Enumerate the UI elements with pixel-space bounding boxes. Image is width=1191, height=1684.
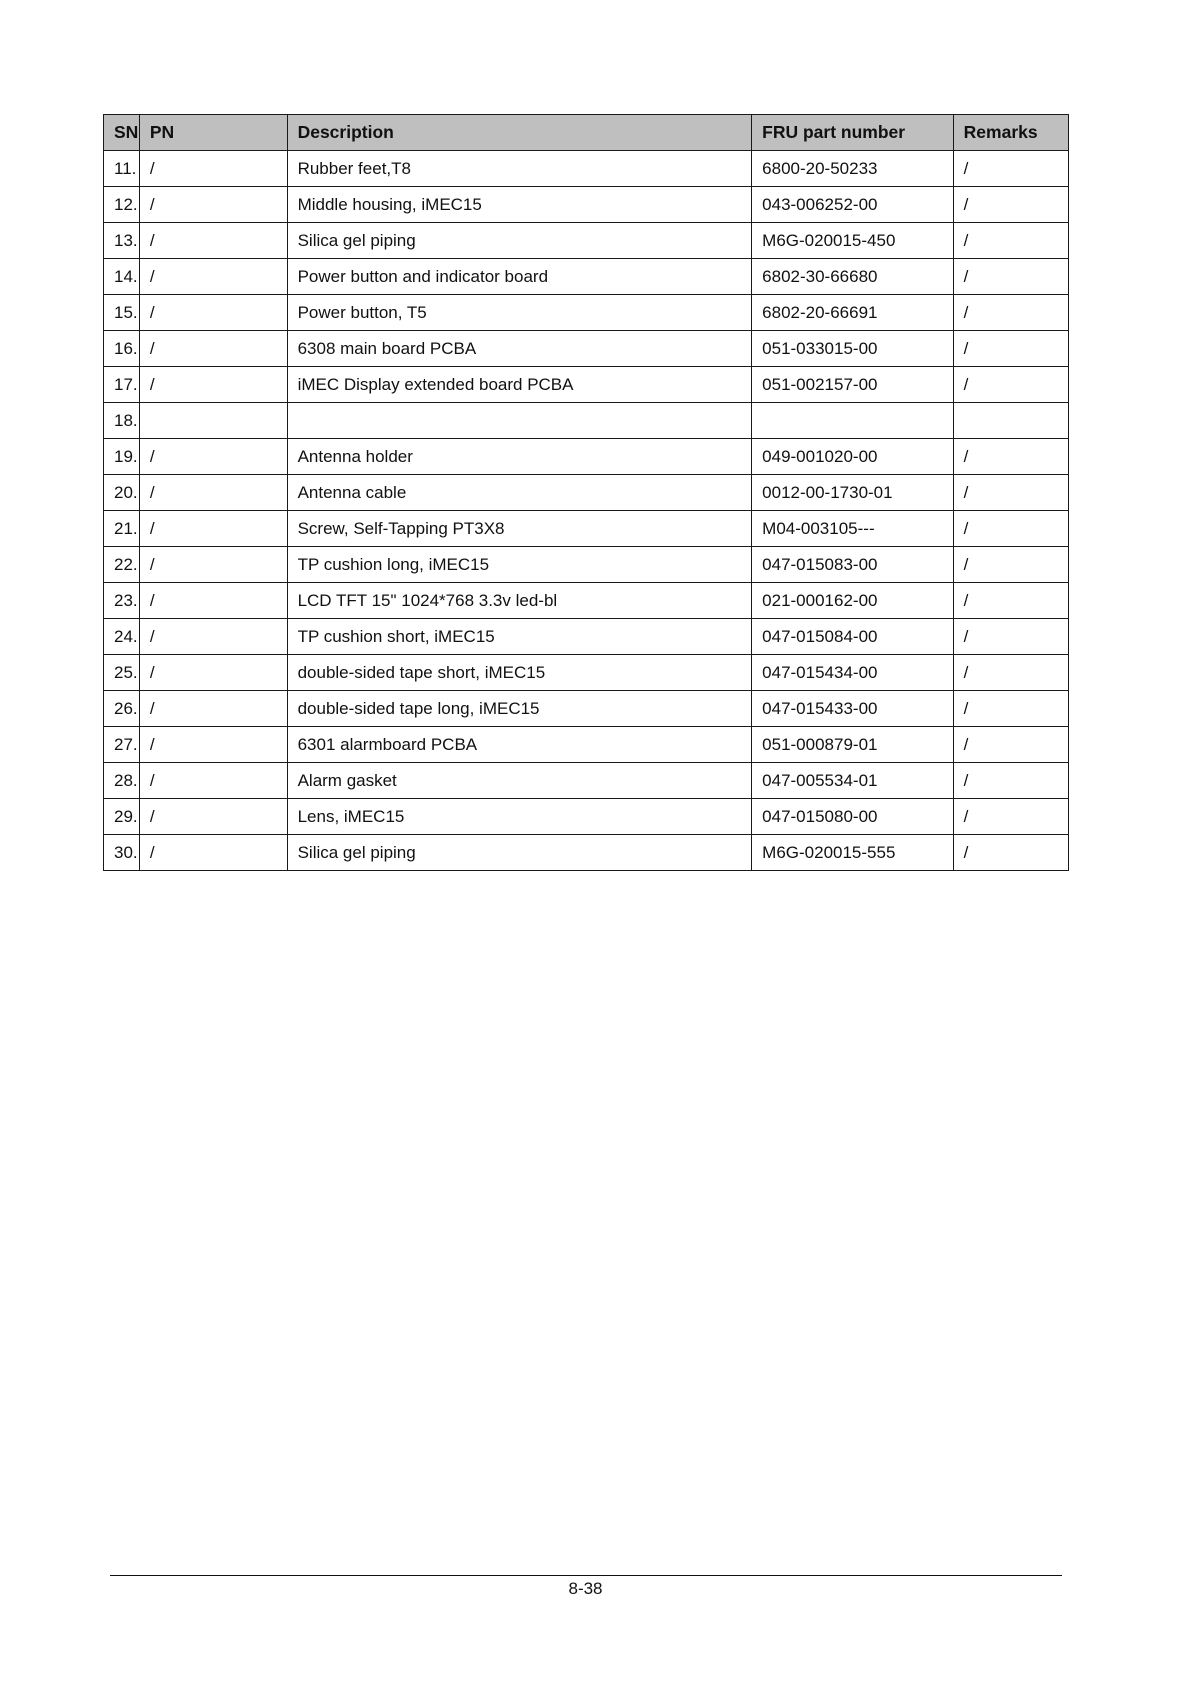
cell-remarks: /	[953, 655, 1068, 691]
cell-description: iMEC Display extended board PCBA	[287, 367, 752, 403]
cell-pn: /	[139, 583, 287, 619]
cell-sn: 12.	[104, 187, 140, 223]
table-body	[104, 151, 1069, 871]
table-row	[104, 763, 1069, 799]
cell-fru-part-number: 051-000879-01	[752, 727, 954, 763]
cell-sn: 15.	[104, 295, 140, 331]
cell-pn: /	[139, 151, 287, 187]
header-remarks: Remarks	[953, 115, 1068, 151]
parts-table	[103, 114, 1069, 871]
table-row	[104, 151, 1069, 187]
table-row	[104, 331, 1069, 367]
cell-sn: 23.	[104, 583, 140, 619]
cell-description: TP cushion short, iMEC15	[287, 619, 752, 655]
table-row	[104, 691, 1069, 727]
table-row	[104, 403, 1069, 439]
table-row	[104, 259, 1069, 295]
cell-sn: 11.	[104, 151, 140, 187]
cell-pn: /	[139, 331, 287, 367]
cell-remarks: /	[953, 331, 1068, 367]
cell-fru-part-number: 049-001020-00	[752, 439, 954, 475]
cell-pn	[139, 403, 287, 439]
cell-fru-part-number: 6800-20-50233	[752, 151, 954, 187]
cell-description: TP cushion long, iMEC15	[287, 547, 752, 583]
cell-description: Silica gel piping	[287, 835, 752, 871]
cell-fru-part-number: 021-000162-00	[752, 583, 954, 619]
header-sn: SN	[104, 115, 140, 151]
cell-description: LCD TFT 15" 1024*768 3.3v led-bl	[287, 583, 752, 619]
cell-fru-part-number: 047-015434-00	[752, 655, 954, 691]
cell-fru-part-number: 6802-20-66691	[752, 295, 954, 331]
cell-pn: /	[139, 439, 287, 475]
page-number: 8-38	[568, 1579, 603, 1598]
table-row	[104, 835, 1069, 871]
cell-pn: /	[139, 619, 287, 655]
cell-fru-part-number: 047-005534-01	[752, 763, 954, 799]
cell-remarks: /	[953, 439, 1068, 475]
footer-divider	[110, 1575, 1062, 1576]
cell-sn: 28.	[104, 763, 140, 799]
cell-description: double-sided tape long, iMEC15	[287, 691, 752, 727]
cell-remarks: /	[953, 187, 1068, 223]
table-header-row	[104, 115, 1069, 151]
cell-pn: /	[139, 835, 287, 871]
cell-sn: 24.	[104, 619, 140, 655]
header-pn: PN	[139, 115, 287, 151]
cell-fru-part-number: 6802-30-66680	[752, 259, 954, 295]
table-row	[104, 187, 1069, 223]
cell-description: Power button, T5	[287, 295, 752, 331]
cell-sn: 18.	[104, 403, 140, 439]
table-row	[104, 511, 1069, 547]
cell-fru-part-number: 047-015083-00	[752, 547, 954, 583]
table-row	[104, 367, 1069, 403]
cell-pn: /	[139, 763, 287, 799]
cell-description: Screw, Self-Tapping PT3X8	[287, 511, 752, 547]
cell-sn: 16.	[104, 331, 140, 367]
table-row	[104, 223, 1069, 259]
cell-pn: /	[139, 367, 287, 403]
cell-pn: /	[139, 295, 287, 331]
cell-fru-part-number: 051-033015-00	[752, 331, 954, 367]
cell-description: Alarm gasket	[287, 763, 752, 799]
cell-fru-part-number: M04-003105---	[752, 511, 954, 547]
cell-sn: 22.	[104, 547, 140, 583]
cell-fru-part-number: 047-015084-00	[752, 619, 954, 655]
cell-description: Silica gel piping	[287, 223, 752, 259]
table-row	[104, 619, 1069, 655]
cell-fru-part-number: 0012-00-1730-01	[752, 475, 954, 511]
cell-fru-part-number: M6G-020015-555	[752, 835, 954, 871]
cell-sn: 25.	[104, 655, 140, 691]
cell-remarks: /	[953, 763, 1068, 799]
cell-description: Rubber feet,T8	[287, 151, 752, 187]
cell-fru-part-number: 043-006252-00	[752, 187, 954, 223]
header-fru-part-number: FRU part number	[752, 115, 954, 151]
cell-fru-part-number	[752, 403, 954, 439]
cell-remarks	[953, 403, 1068, 439]
table-row	[104, 799, 1069, 835]
cell-description	[287, 403, 752, 439]
table-row	[104, 475, 1069, 511]
table-row	[104, 727, 1069, 763]
table-row	[104, 655, 1069, 691]
cell-remarks: /	[953, 259, 1068, 295]
cell-sn: 26.	[104, 691, 140, 727]
cell-remarks: /	[953, 583, 1068, 619]
cell-pn: /	[139, 187, 287, 223]
cell-remarks: /	[953, 619, 1068, 655]
cell-description: 6301 alarmboard PCBA	[287, 727, 752, 763]
cell-pn: /	[139, 547, 287, 583]
cell-sn: 20.	[104, 475, 140, 511]
cell-remarks: /	[953, 367, 1068, 403]
cell-description: double-sided tape short, iMEC15	[287, 655, 752, 691]
cell-pn: /	[139, 691, 287, 727]
cell-sn: 27.	[104, 727, 140, 763]
cell-pn: /	[139, 655, 287, 691]
cell-pn: /	[139, 475, 287, 511]
cell-remarks: /	[953, 547, 1068, 583]
cell-remarks: /	[953, 799, 1068, 835]
cell-fru-part-number: 047-015433-00	[752, 691, 954, 727]
cell-sn: 14.	[104, 259, 140, 295]
cell-fru-part-number: 051-002157-00	[752, 367, 954, 403]
cell-pn: /	[139, 727, 287, 763]
header-description: Description	[287, 115, 752, 151]
table-row	[104, 295, 1069, 331]
cell-description: Lens, iMEC15	[287, 799, 752, 835]
table-row	[104, 439, 1069, 475]
cell-description: Middle housing, iMEC15	[287, 187, 752, 223]
cell-description: 6308 main board PCBA	[287, 331, 752, 367]
cell-remarks: /	[953, 691, 1068, 727]
cell-fru-part-number: M6G-020015-450	[752, 223, 954, 259]
cell-sn: 21.	[104, 511, 140, 547]
cell-remarks: /	[953, 475, 1068, 511]
cell-remarks: /	[953, 223, 1068, 259]
cell-pn: /	[139, 223, 287, 259]
cell-remarks: /	[953, 727, 1068, 763]
cell-pn: /	[139, 259, 287, 295]
cell-pn: /	[139, 511, 287, 547]
cell-sn: 29.	[104, 799, 140, 835]
cell-description: Antenna holder	[287, 439, 752, 475]
cell-fru-part-number: 047-015080-00	[752, 799, 954, 835]
cell-sn: 19.	[104, 439, 140, 475]
cell-remarks: /	[953, 511, 1068, 547]
cell-description: Power button and indicator board	[287, 259, 752, 295]
cell-remarks: /	[953, 295, 1068, 331]
cell-remarks: /	[953, 835, 1068, 871]
table-row	[104, 583, 1069, 619]
cell-sn: 17.	[104, 367, 140, 403]
cell-sn: 13.	[104, 223, 140, 259]
cell-remarks: /	[953, 151, 1068, 187]
cell-pn: /	[139, 799, 287, 835]
table-row	[104, 547, 1069, 583]
cell-sn: 30.	[104, 835, 140, 871]
cell-description: Antenna cable	[287, 475, 752, 511]
